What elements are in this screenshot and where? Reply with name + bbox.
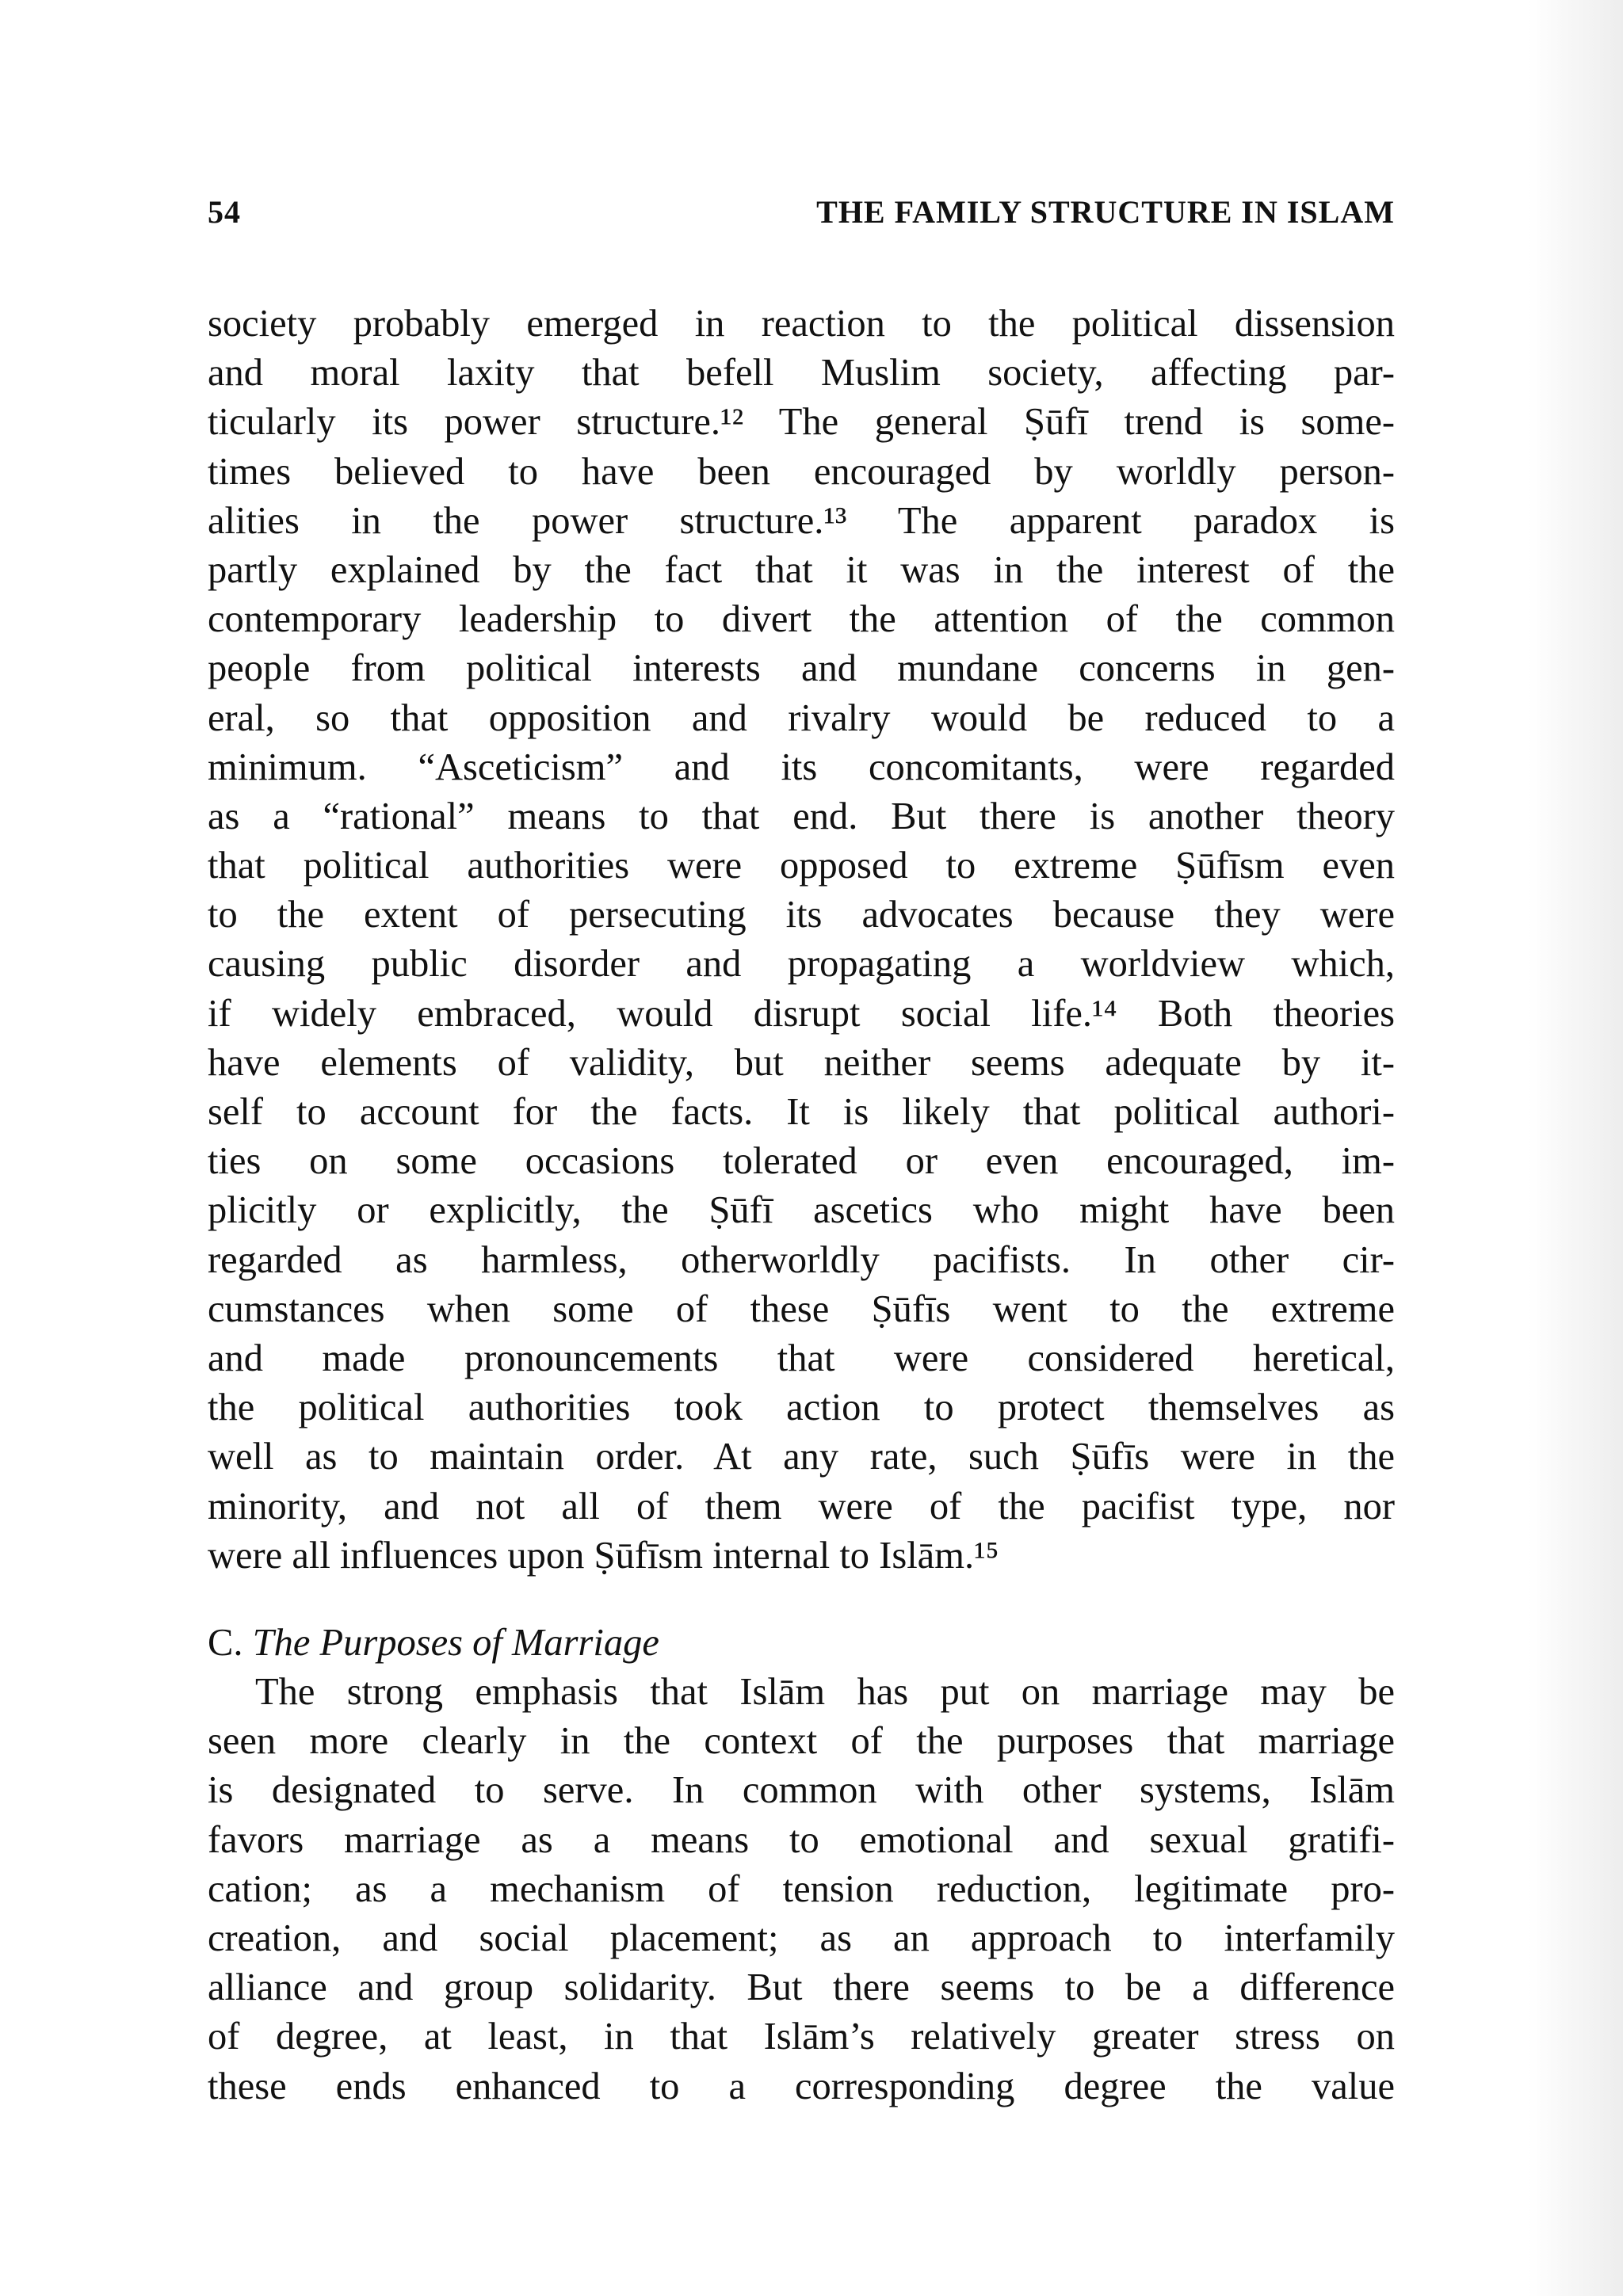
section-letter: C.	[208, 1621, 243, 1664]
text-line: seen more clearly in the context of the purposes that marriage	[208, 1720, 1395, 1763]
text-line: cation; as a mechanism of tension reduction, legitimate pro-	[208, 1867, 1395, 1910]
text-line: self to account for the facts. It is likely that political authori-	[208, 1091, 1395, 1133]
text-line: as a “rational” means to that end. But there is another theory	[208, 795, 1395, 837]
text-line: if widely embraced, would disrupt social life.¹⁴ Both theories	[208, 992, 1395, 1035]
section-heading	[208, 1619, 1395, 1668]
text-line: and moral laxity that befell Muslim society, affecting par-	[208, 352, 1395, 395]
text-line: minimum. “Asceticism” and its concomitants, were regarded	[208, 746, 1395, 788]
text-line: eral, so that opposition and rivalry would be reduced to a	[208, 696, 1395, 739]
body-text	[208, 299, 1395, 2111]
text-line: partly explained by the fact that it was in the interest of the	[208, 548, 1395, 591]
text-line: alliance and group solidarity. But there seems to be a difference	[208, 1966, 1395, 2009]
text-line: these ends enhanced to a corresponding degree the value	[208, 2065, 1395, 2107]
text-line: minority, and not all of them were of the pacifist type, nor	[208, 1485, 1395, 1527]
text-line: society probably emerged in reaction to the political dissension	[208, 303, 1395, 345]
paragraph-2	[208, 1668, 1395, 2111]
running-head	[208, 193, 1395, 241]
text-line: and made pronouncements that were considered heretical,	[208, 1337, 1395, 1379]
text-line: the political authorities took action to protect themselves as	[208, 1386, 1395, 1429]
page-number: 54	[208, 194, 241, 230]
text-line: that political authorities were opposed to extreme Ṣūfīsm even	[208, 845, 1395, 887]
paragraph-1	[208, 299, 1395, 1581]
text-line: were all influences upon Ṣūfīsm internal to Islām.¹⁵	[208, 1534, 999, 1577]
text-line: have elements of validity, but neither seems adequate by it-	[208, 1041, 1395, 1084]
text-line: contemporary leadership to divert the attention of the common	[208, 598, 1395, 641]
section-title: The Purposes of Marriage	[252, 1621, 659, 1664]
text-line: alities in the power structure.¹³ The apparent paradox is	[208, 499, 1395, 542]
text-line: well as to maintain order. At any rate, such Ṣūfīs were in the	[208, 1436, 1395, 1478]
text-line: to the extent of persecuting its advocates because they were	[208, 894, 1395, 936]
running-head-title: THE FAMILY STRUCTURE IN ISLAM	[816, 194, 1395, 230]
text-line: ticularly its power structure.¹² The general Ṣūfī trend is some-	[208, 401, 1395, 444]
text-line: plicitly or explicitly, the Ṣūfī ascetics who might have been	[208, 1189, 1395, 1232]
section-gap	[208, 1581, 1395, 1619]
text-line: creation, and social placement; as an approach to interfamily	[208, 1917, 1395, 1959]
text-line: regarded as harmless, otherworldly pacifists. In other cir-	[208, 1238, 1395, 1281]
text-line: of degree, at least, in that Islām’s relatively greater stress on	[208, 2016, 1395, 2058]
text-line: favors marriage as a means to emotional and sexual gratifi-	[208, 1818, 1395, 1861]
text-line: ties on some occasions tolerated or even encouraged, im-	[208, 1140, 1395, 1183]
text-line: is designated to serve. In common with other systems, Islām	[208, 1769, 1395, 1812]
text-line: The strong emphasis that Islām has put on marriage may be	[255, 1671, 1395, 1714]
text-line: cumstances when some of these Ṣūfīs went to the extreme	[208, 1287, 1395, 1330]
page-edge-shadow	[1528, 0, 1623, 2296]
text-line: times believed to have been encouraged by worldly person-	[208, 450, 1395, 493]
text-line: causing public disorder and propagating a worldview which,	[208, 943, 1395, 986]
text-line: people from political interests and mundane concerns in gen-	[208, 647, 1395, 690]
